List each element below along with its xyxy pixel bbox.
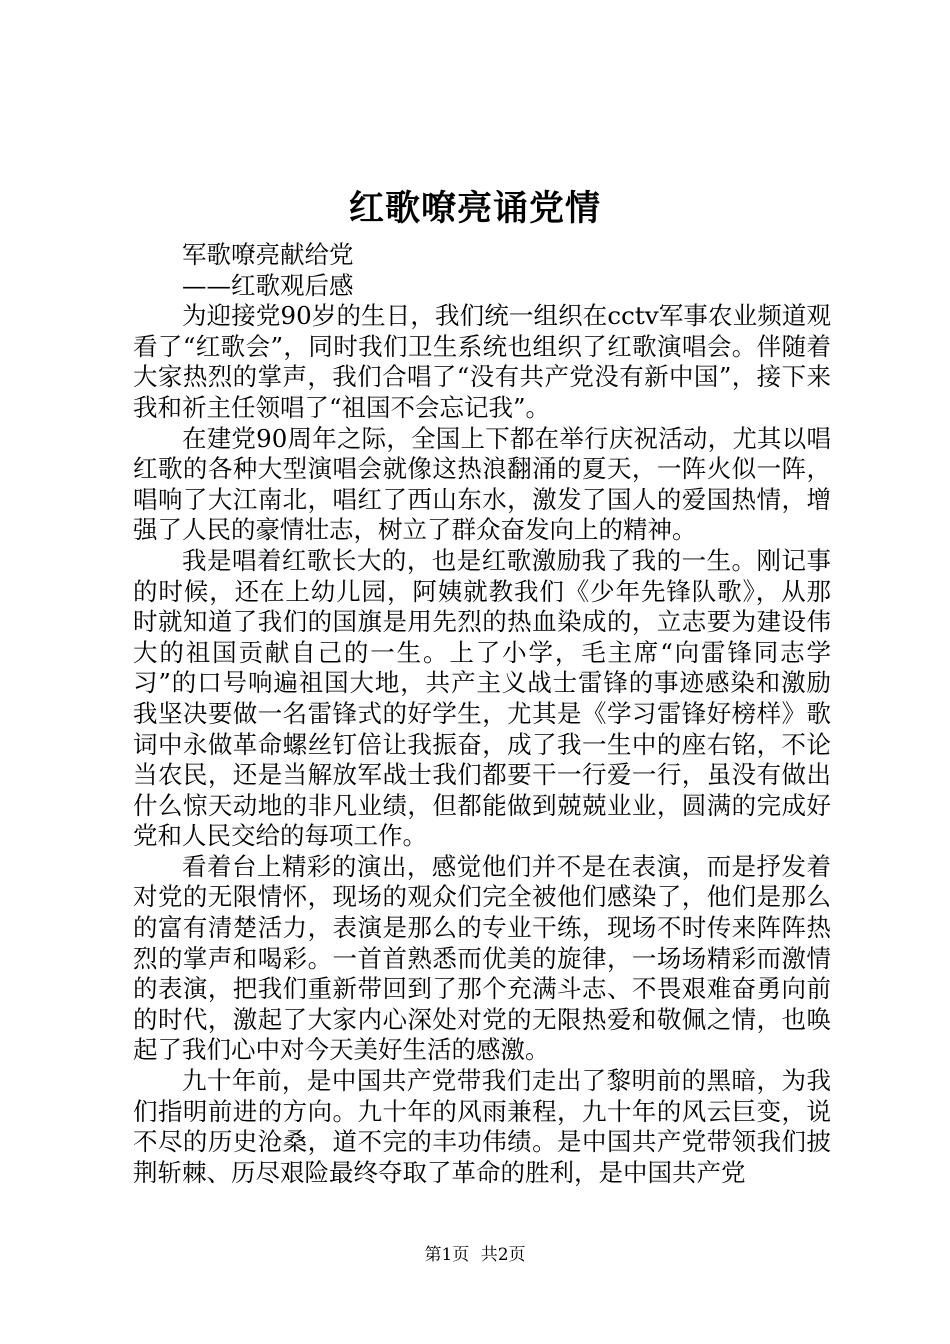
paragraph: 我是唱着红歌长大的，也是红歌激励我了我的一生。刚记事的时候，还在上幼儿园，阿姨就教我们《少年先锋队歌》，从那时就知道了我们的国旗是用先烈的热血染成的，立志要为建设伟大的祖国贡献自己的一生。上了小学，毛主席“向雷锋同志学习”的口号响遍祖国大地，共产主义战士雷锋的事迹感染和激励我坚决要做一名雷锋式的好学生，尤其是《学习雷锋好榜样》歌词中永做革命螺丝钉倍让我振奋，成了我一生中的座右铭，不论当农民，还是当解放军战士我们都要干一行爱一行，虽没有做出什么惊天动地的非凡业绩，但都能做到兢兢业业，圆满的完成好党和人民交给的每项工作。 <box>133 545 831 851</box>
document-title: 红歌嘹亮诵党情 <box>348 188 601 229</box>
page-number-total: 共2页 <box>480 1245 526 1265</box>
subtitle-line: ——红歌观后感 <box>182 270 354 300</box>
paragraph: 九十年前，是中国共产党带我们走出了黎明前的黑暗，为我们指明前进的方向。九十年的风雨兼程，九十年的风云巨变，说不尽的历史沧桑，道不完的丰功伟绩。是中国共产党带领我们披荆斩棘、历尽艰险最终夺取了革命的胜利，是中国共产党 <box>133 1066 831 1187</box>
paragraph: 为迎接党90岁的生日，我们统一组织在cctv军事农业频道观看了“红歌会”，同时我们卫生系统也组织了红歌演唱会。伴随着大家热烈的掌声，我们合唱了“没有共产党没有新中国”，接下来我和祈主任领唱了“祖国不会忘记我”。 <box>133 301 831 422</box>
subtitle-line: 军歌嘹亮献给党 <box>182 240 354 269</box>
paragraph: 在建党90周年之际，全国上下都在举行庆祝活动，尤其以唱红歌的各种大型演唱会就像这热浪翻涌的夏天，一阵火似一阵，唱响了大江南北，唱红了西山东水，激发了国人的爱国热情，增强了人民的豪情壮志，树立了群众奋发向上的精神。 <box>133 423 831 545</box>
page-footer <box>0 1244 950 1266</box>
document-body <box>133 240 831 1188</box>
page-number-current: 第1页 <box>424 1245 470 1265</box>
paragraph: 看着台上精彩的演出，感觉他们并不是在表演，而是抒发着对党的无限情怀，现场的观众们完全被他们感染了，他们是那么的富有清楚活力，表演是那么的专业干练，现场不时传来阵阵热烈的掌声和喝彩。一首首熟悉而优美的旋律，一场场精彩而激情的表演，把我们重新带回到了那个充满斗志、不畏艰难奋勇向前的时代，激起了大家内心深处对党的无限热爱和敬佩之情，也唤起了我们心中对今天美好生活的感激。 <box>133 851 831 1065</box>
